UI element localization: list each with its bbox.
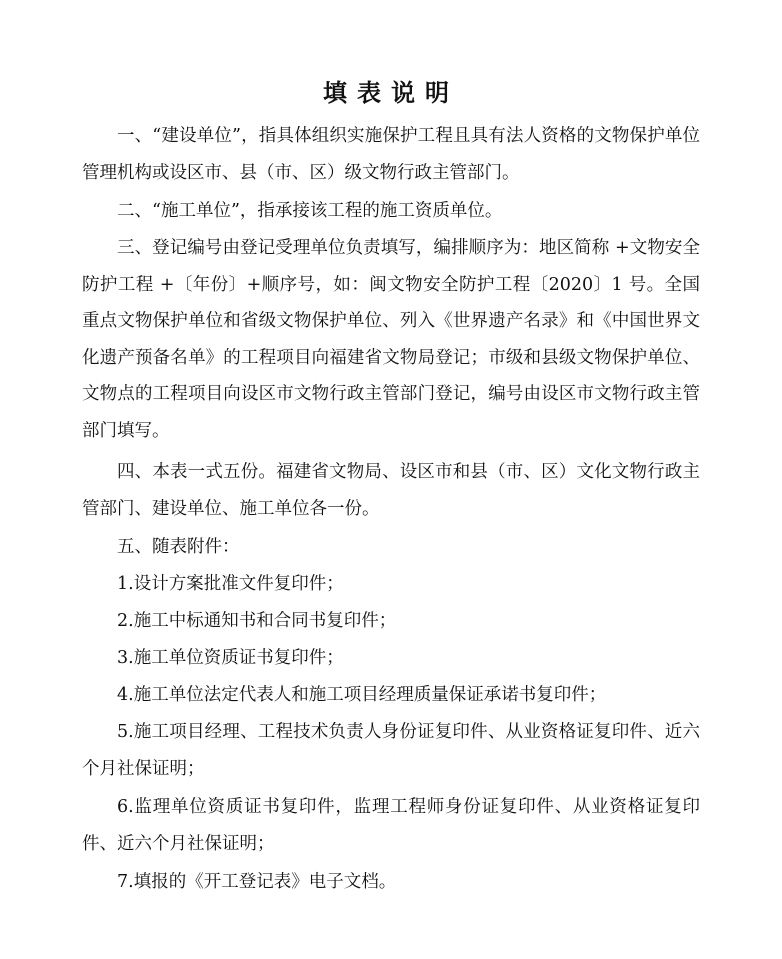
paragraph-construction-unit: 一、“建设单位”，指具体组织实施保护工程且具有法人资格的文物保护单位管理机构或设区市、县（市、区）级文物行政主管部门。 (82, 126, 700, 183)
list-item-attachment-7: 7.填报的《开工登记表》电子文档。 (117, 872, 397, 892)
list-item-attachment-2: 2.施工中标通知书和合同书复印件； (117, 611, 397, 631)
list-item-attachment-4: 4.施工单位法定代表人和施工项目经理质量保证承诺书复印件； (117, 685, 607, 705)
paragraph-registration-number: 三、登记编号由登记受理单位负责填写，编排顺序为：地区简称 +文物安全防护工程 +〔年份〕+顺序号，如：闽文物安全防护工程〔2020〕1 号。全国重点文物保护单位和省级文物保护单位、列入《世界遗产名录》和《中国世界文化遗产预备名单》的工程项目向福建省文物局登记；市级和县级文物保护单位、文物点的工程项目向设区市文物行政主管部门登记，编号由设区市文物行政主管部门填写。 (82, 238, 700, 441)
paragraph-attachments-heading: 五、随表附件： (117, 537, 240, 557)
list-item-attachment-3: 3.施工单位资质证书复印件； (117, 648, 344, 668)
list-item-attachment-6: 6.监理单位资质证书复印件，监理工程师身份证复印件、从业资格证复印件、近六个月社保证明； (82, 797, 700, 854)
list-item-attachment-5: 5.施工项目经理、工程技术负责人身份证复印件、从业资格证复印件、近六个月社保证明； (82, 722, 700, 779)
page-title: 填表说明 (323, 78, 459, 107)
paragraph-contractor-unit: 二、“施工单位”，指承接该工程的施工资质单位。 (117, 201, 503, 221)
list-item-attachment-1: 1.设计方案批准文件复印件； (117, 574, 344, 594)
paragraph-copies: 四、本表一式五份。福建省文物局、设区市和县（市、区）文化文物行政主管部门、建设单位、施工单位各一份。 (82, 462, 700, 519)
